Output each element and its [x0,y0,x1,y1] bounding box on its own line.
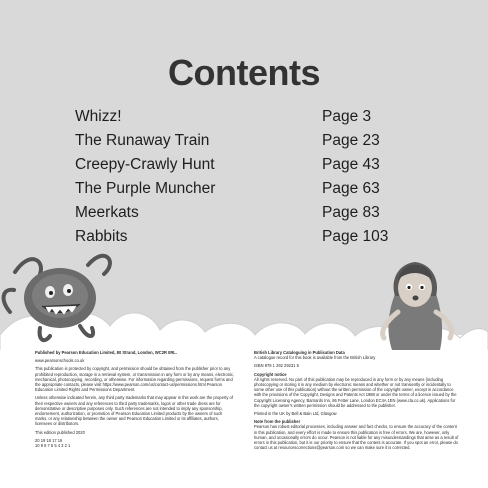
toc-entry[interactable] [0,132,488,154]
isbn-line: ISBN 978 1 292 29231 5 [254,363,299,369]
toc-entry-title: The Purple Muncher [75,180,216,197]
cip-text: A catalogue record for this book is available from the British Library [254,355,376,361]
toc-entry-title: Meerkats [75,204,139,221]
toc-entry-title: Creepy-Crawly Hunt [75,156,215,173]
imprint-section [0,350,488,488]
printer-line: Printed in the UK by Bell & Bain Ltd, Glasgow [254,411,337,417]
page-title: Contents [168,52,320,93]
illustration [0,240,488,360]
publisher-note-heading: Note from the publisher [254,419,301,425]
cip-heading: British Library Cataloguing in Publication Data [254,350,345,355]
permissions-text: This publication is protected by copyright, and permission should be obtained from the publisher prior to any prohibited reproduction, storage in a retrieval system, or transmission in any form or by any means, electronic, mechanical, photocopying, recording, or otherwise. For information regarding permissions, request forms and the appropriate contacts, please visit https://www.pearson.com/us/contact-us/permissions.html Pearson Education Limited Rights and Permissions Department. [35,366,235,393]
toc-entry-title: Rabbits [75,228,128,245]
girl-character [383,262,452,350]
website-link[interactable]: www.pearsonschools.co.uk [35,358,85,364]
toc-entry[interactable] [0,108,488,130]
toc-entry[interactable] [0,156,488,178]
toc-entry-page: Page 103 [322,228,389,245]
publisher-note-text: Pearson has robust editorial processes, including answer and fact checks, to ensure the accuracy of the content in this publication, and every effort is made to ensure this publication is free of errors. We are, however, only human, and occasionally errors do occur. Pearson is not liable for any misunderstandings that arise as a result of errors in this publication, but it is our priority to ensure that the content is accurate. If you spot an error, please do contact us at resourcescorrections@pearson.com so we can make sure it is corrected. [254,424,459,451]
trademarks-text: Unless otherwise indicated herein, any third party trademarks that may appear in this work are the property of their respective owners and any references to third party trademarks, logos or other trade dress are for demonstrative or descriptive purposes only. Such references are not intended to imply any sponsorship, endorsement, authorization, or promotion of Pearson Education Limited products by the owners of such marks, or any relationship between the owner and Pearson Education Limited or its affiliates, authors, licensees or distributors. [35,395,233,427]
imprint-right-column [254,350,459,453]
edition-line: This edition published 2020 [35,429,85,435]
toc-entry[interactable] [0,204,488,226]
toc-entry[interactable] [0,180,488,202]
print-number-line: 10 9 8 7 6 5 4 3 2 1 [35,443,71,449]
toc-entry-title: Whizz! [75,108,122,125]
print-year-line: 20 19 18 17 16 [35,437,63,443]
toc-entry-page: Page 83 [322,204,380,221]
copyright-text: All rights reserved. No part of this publication may be reproduced in any form or by any means (including photocopying or storing it in any medium by electronic means and whether or not transiently or incidentally to some other use of this publication) without the written permission of the copyright owner, except in accordance with the provisions of the Copyright, Designs and Patents Act 1988 or under the terms of a licence issued by the Copyright Licensing Agency, Barnards Inn, 86 Fetter Lane, London EC4A 1EN (www.cla.co.uk). Applications for the copyright owner's written permission should be addressed to the publisher. [254,376,457,408]
toc-entry-page: Page 43 [322,156,380,173]
imprint-left-column [35,350,235,451]
toc-entry-page: Page 63 [322,180,380,197]
toc-entry-page: Page 23 [322,132,380,149]
publisher-line: Published by Pearson Education Limited, 80 Strand, London, WC2R 0RL. [35,350,177,355]
copyright-heading: Copyright notice [254,371,287,377]
toc-entry-page: Page 3 [322,108,372,125]
toc-entry-title: The Runaway Train [75,132,210,149]
